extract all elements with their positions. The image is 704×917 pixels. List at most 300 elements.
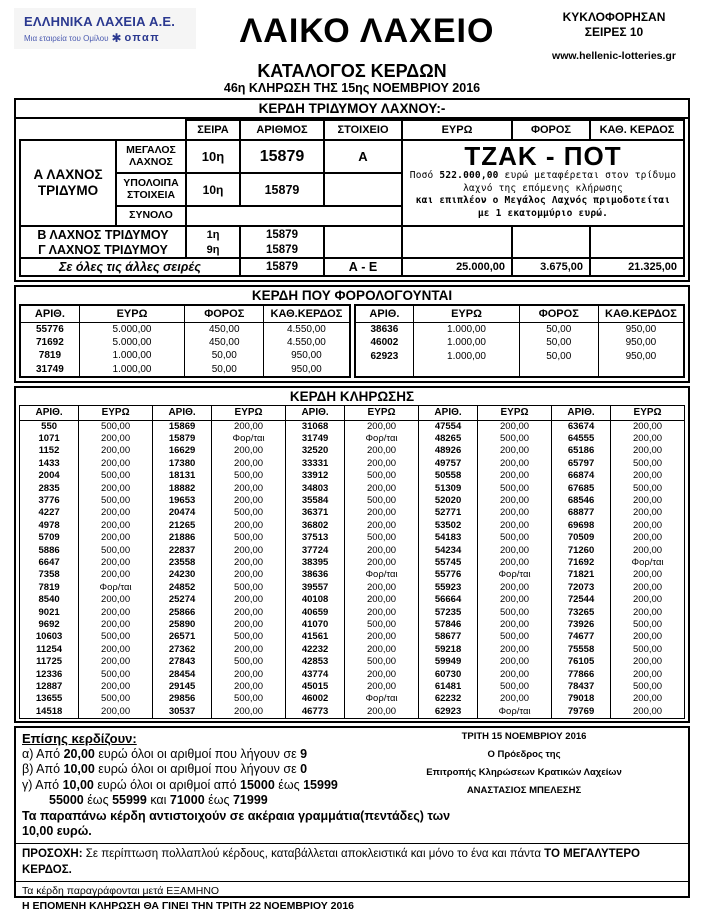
ticket-number: 71692: [551, 557, 610, 569]
c-seira: 9η: [186, 242, 240, 258]
ticket-number: [355, 363, 414, 377]
footer-rule-line: Η ΕΠΟΜΕΝΗ ΚΛΗΡΩΣΗ ΘΑ ΓΙΝΕΙ ΤΗΝ ΤΡΙΤΗ 22 ΝΟΕΜΒΡΙΟΥ 2016: [22, 899, 355, 912]
ticket-number: 18131: [152, 470, 211, 482]
prize-amount: 500,00: [611, 619, 685, 631]
ticket-number: 67685: [551, 483, 610, 495]
prize-amount: 200,00: [478, 520, 552, 532]
prize-amount: 200,00: [79, 433, 153, 445]
b-laxnos-row: [20, 226, 684, 242]
amount-cell: 50,00: [519, 322, 598, 336]
ticket-number: 73265: [551, 607, 610, 619]
draw-row: [20, 569, 685, 581]
amount-cell: 50,00: [185, 349, 264, 363]
ticket-number: 42232: [285, 644, 344, 656]
prize-amount: 200,00: [79, 557, 153, 569]
draw-row: [20, 507, 685, 519]
jackpot-title: ΤΖΑΚ - ΠΟΤ: [464, 141, 622, 171]
taxed-row: [355, 363, 685, 377]
jackpot-line-2: λαχνό της επόμενης κλήρωσης: [463, 182, 623, 194]
column-header: ΑΡΙΘ.: [20, 305, 79, 322]
taxed-row: [355, 349, 685, 363]
taxed-header-row: [20, 305, 350, 322]
prize-amount: 200,00: [345, 557, 419, 569]
all-series-row: [20, 258, 684, 276]
prize-amount: 200,00: [345, 420, 419, 433]
prize-amount: 200,00: [212, 594, 286, 606]
ticket-number: 77866: [551, 669, 610, 681]
all-series-label: Σε όλες τις άλλες σειρές: [20, 258, 240, 276]
ticket-number: 57846: [418, 619, 477, 631]
ticket-number: 21886: [152, 532, 211, 544]
taxed-table-right: [354, 304, 686, 378]
ticket-number: 27843: [152, 656, 211, 668]
prize-amount: 500,00: [79, 631, 153, 643]
synolo-label: ΣΥΝΟΛΟ: [116, 206, 186, 226]
prize-amount: 500,00: [212, 582, 286, 594]
ticket-number: 32520: [285, 445, 344, 457]
ticket-number: 71260: [551, 545, 610, 557]
prize-amount: 200,00: [345, 445, 419, 457]
ticket-number: 58677: [418, 631, 477, 643]
amount-cell: 1.000,00: [414, 322, 519, 336]
prize-amount: 200,00: [611, 656, 685, 668]
ticket-number: 30537: [152, 706, 211, 719]
ticket-number: 43774: [285, 669, 344, 681]
prize-amount: 500,00: [212, 656, 286, 668]
prize-amount: 200,00: [212, 545, 286, 557]
prize-amount: 200,00: [345, 507, 419, 519]
column-header-arithmos: ΑΡΙΘΜΟΣ: [240, 120, 324, 140]
ticket-number: 62232: [418, 693, 477, 705]
column-header: ΚΑΘ.ΚΕΡΔΟΣ: [598, 305, 684, 322]
ticket-number: 2004: [20, 470, 79, 482]
ticket-number: 22837: [152, 545, 211, 557]
ticket-number: 14518: [20, 706, 79, 719]
ticket-number: 62923: [355, 349, 414, 363]
ticket-number: 79769: [551, 706, 610, 719]
taxed-prizes-section: [14, 285, 690, 383]
draw-row: [20, 594, 685, 606]
prize-amount: 200,00: [79, 520, 153, 532]
ticket-number: 1433: [20, 458, 79, 470]
synolo-empty-cell: [186, 206, 402, 226]
prize-amount: 200,00: [212, 644, 286, 656]
prize-amount: 200,00: [79, 607, 153, 619]
column-header: ΕΥΡΩ: [79, 405, 153, 420]
a-laxnos-group-label: Α ΛΑΧΝΟΣ ΤΡΙΔΥΜΟ: [20, 140, 116, 226]
ticket-number: 48265: [418, 433, 477, 445]
amount-cell: 1.000,00: [414, 349, 519, 363]
prize-amount: 200,00: [79, 681, 153, 693]
triple-prize-section: [14, 98, 690, 282]
ticket-number: 2835: [20, 483, 79, 495]
ticket-number: 26571: [152, 631, 211, 643]
prize-amount: 500,00: [79, 693, 153, 705]
prize-amount: 200,00: [212, 445, 286, 457]
b-foros-empty: [512, 226, 590, 242]
prize-amount: 500,00: [212, 470, 286, 482]
draw-header-row: [20, 405, 685, 420]
column-header-euro: ΕΥΡΩ: [402, 120, 512, 140]
column-header-foros: ΦΟΡΟΣ: [512, 120, 590, 140]
prize-amount: 200,00: [611, 607, 685, 619]
series-count: ΣΕΙΡΕΣ 10: [584, 25, 644, 39]
ticket-number: 49757: [418, 458, 477, 470]
prize-amount: 500,00: [345, 470, 419, 482]
footer-rule-line: 55000 έως 55999 και 71000 έως 71999: [49, 793, 268, 808]
ticket-number: 38395: [285, 557, 344, 569]
ticket-number: 35584: [285, 495, 344, 507]
prize-amount: 200,00: [212, 706, 286, 719]
ticket-number: 36802: [285, 520, 344, 532]
footer-rule-line: γ) Από 10,00 ευρώ όλοι οι αριθμοί από 15000 έως 15999: [22, 777, 338, 792]
draw-row: [20, 582, 685, 594]
ticket-number: 47554: [418, 420, 477, 433]
ticket-number: 53502: [418, 520, 477, 532]
ypoloipa-stoixeio-empty: [324, 173, 402, 206]
ticket-number: 17380: [152, 458, 211, 470]
footer-rule-line: Τα κέρδη παραγράφονται μετά ΕΞΑΜΗΝΟ: [22, 884, 220, 897]
prize-amount: 500,00: [611, 483, 685, 495]
prize-amount: 200,00: [345, 669, 419, 681]
prize-amount: 200,00: [611, 433, 685, 445]
prize-amount: 200,00: [345, 631, 419, 643]
taxed-table-left: [19, 304, 351, 378]
taxed-row: [20, 349, 350, 363]
ticket-number: 11254: [20, 644, 79, 656]
amount-cell: 1.000,00: [79, 349, 184, 363]
prize-amount: 200,00: [79, 619, 153, 631]
ticket-number: 50558: [418, 470, 477, 482]
all-series-stoixeio: Α - Ε: [324, 258, 402, 276]
prize-amount: 200,00: [345, 706, 419, 719]
footer-rules-section: [16, 881, 688, 917]
all-series-euro: 25.000,00: [402, 258, 512, 276]
draw-row: [20, 681, 685, 693]
prize-amount: 500,00: [611, 458, 685, 470]
amount-cell: 1.000,00: [414, 336, 519, 350]
ticket-number: 57235: [418, 607, 477, 619]
prize-amount: 500,00: [345, 656, 419, 668]
amount-cell: 950,00: [598, 349, 684, 363]
ticket-number: 55776: [20, 322, 79, 336]
taxed-row: [355, 336, 685, 350]
prize-amount: 200,00: [478, 693, 552, 705]
draw-row: [20, 433, 685, 445]
jackpot-line-4: με 1 εκατομμύριο ευρώ.: [477, 207, 609, 219]
prize-amount: Φορ/ται: [478, 706, 552, 719]
prize-amount: 200,00: [212, 681, 286, 693]
prize-amount: 200,00: [478, 619, 552, 631]
ticket-number: 12887: [20, 681, 79, 693]
prize-amount: 200,00: [478, 669, 552, 681]
prize-amount: Φορ/ται: [345, 569, 419, 581]
ticket-number: 33331: [285, 458, 344, 470]
ticket-number: 38636: [285, 569, 344, 581]
ticket-number: 27362: [152, 644, 211, 656]
triple-header-row: [20, 120, 684, 140]
all-series-number: 15879: [240, 258, 324, 276]
draw-row: [20, 495, 685, 507]
draw-row: [20, 483, 685, 495]
draw-row: [20, 693, 685, 705]
ticket-number: 36371: [285, 507, 344, 519]
column-header: ΑΡΙΘ.: [20, 405, 79, 420]
b-kath-empty: [590, 226, 684, 242]
taxed-row: [20, 322, 350, 336]
footer-rule-line: Επίσης κερδίζουν:: [22, 731, 137, 747]
ticket-number: 46002: [285, 693, 344, 705]
ticket-number: 20474: [152, 507, 211, 519]
prize-amount: 200,00: [611, 495, 685, 507]
prize-amount: 500,00: [345, 619, 419, 631]
prize-amount: 200,00: [478, 644, 552, 656]
draw-row: [20, 619, 685, 631]
prize-amount: 200,00: [212, 669, 286, 681]
prize-amount: 500,00: [478, 681, 552, 693]
prize-amount: 200,00: [611, 520, 685, 532]
catalog-title: ΚΑΤΑΛΟΓΟΣ ΚΕΡΔΩΝ: [257, 61, 447, 81]
prize-amount: 500,00: [611, 681, 685, 693]
amount-cell: [519, 363, 598, 377]
prize-amount: 500,00: [478, 607, 552, 619]
b-euro-empty: [402, 226, 512, 242]
ticket-number: 4227: [20, 507, 79, 519]
ypoloipa-number: 15879: [240, 173, 324, 206]
draw-row: [20, 631, 685, 643]
prize-amount: 200,00: [79, 458, 153, 470]
ticket-number: 59949: [418, 656, 477, 668]
jackpot-line-3: και επιπλέον ο Μεγάλος Λαχνός πριμοδοτείται: [415, 195, 671, 206]
b-number: 15879: [240, 226, 324, 242]
amount-cell: [414, 363, 519, 377]
logo-company-name: ΕΛΛΗΝΙΚΑ ΛΑΧΕΙΑ Α.Ε.: [24, 14, 176, 29]
amount-cell: 5.000,00: [79, 322, 184, 336]
b-laxnos-label: Β ΛΑΧΝΟΣ ΤΡΙΔΥΜΟΥ: [20, 226, 186, 242]
prize-amount: 200,00: [611, 532, 685, 544]
c-laxnos-label: Γ ΛΑΧΝΟΣ ΤΡΙΔΥΜΟΥ: [20, 242, 186, 258]
c-number: 15879: [240, 242, 324, 258]
ticket-number: 71821: [551, 569, 610, 581]
ticket-number: 37513: [285, 532, 344, 544]
prize-amount: 200,00: [611, 470, 685, 482]
column-header: ΑΡΙΘ.: [355, 305, 414, 322]
amount-cell: 5.000,00: [79, 336, 184, 350]
amount-cell: 50,00: [519, 349, 598, 363]
triple-prize-table: [19, 119, 685, 277]
page-title: ΛΑΙΚΟ ΛΑΧΕΙΟ: [239, 12, 495, 50]
column-header-stoixeio: ΣΤΟΙΧΕΙΟ: [324, 120, 402, 140]
taxed-row: [355, 322, 685, 336]
prize-amount: 200,00: [611, 507, 685, 519]
ticket-number: 29145: [152, 681, 211, 693]
ticket-number: 68546: [551, 495, 610, 507]
prize-amount: Φορ/ται: [212, 433, 286, 445]
logo-subtitle-row: [24, 32, 186, 44]
empty-header-cell: [20, 120, 186, 140]
prize-amount: 200,00: [611, 420, 685, 433]
ticket-number: 3776: [20, 495, 79, 507]
ticket-number: 54183: [418, 532, 477, 544]
megalos-laxnos-row: [20, 140, 684, 173]
ticket-number: 55776: [418, 569, 477, 581]
ticket-number: 70509: [551, 532, 610, 544]
ticket-number: 75558: [551, 644, 610, 656]
c-euro-empty: [402, 242, 512, 258]
ticket-number: 6647: [20, 557, 79, 569]
prize-amount: 200,00: [478, 594, 552, 606]
prize-amount: 200,00: [79, 644, 153, 656]
amount-cell: 4.550,00: [264, 322, 350, 336]
draw-prizes-table: [19, 405, 685, 720]
ticket-number: 25890: [152, 619, 211, 631]
draw-row: [20, 470, 685, 482]
ticket-number: 55923: [418, 582, 477, 594]
prize-amount: 200,00: [79, 706, 153, 719]
amount-cell: 50,00: [519, 336, 598, 350]
ticket-number: 41070: [285, 619, 344, 631]
ticket-number: 65186: [551, 445, 610, 457]
draw-row: [20, 520, 685, 532]
prize-amount: Φορ/ται: [345, 693, 419, 705]
ticket-number: 7358: [20, 569, 79, 581]
header: [14, 5, 690, 61]
amount-cell: 450,00: [185, 322, 264, 336]
ticket-number: 7819: [20, 582, 79, 594]
signature-role-line2: Επιτροπής Κληρώσεων Κρατικών Λαχείων: [426, 767, 622, 779]
prize-amount: 200,00: [611, 569, 685, 581]
prize-amount: 200,00: [345, 594, 419, 606]
ticket-number: 1071: [20, 433, 79, 445]
triple-prize-title: ΚΕΡΔΗ ΤΡΙΔΥΜΟΥ ΛΑΧΝΟΥ:-: [16, 100, 688, 119]
ticket-number: 62923: [418, 706, 477, 719]
amount-cell: [598, 363, 684, 377]
c-stoixeio-empty: [324, 242, 402, 258]
ticket-number: 65797: [551, 458, 610, 470]
prize-amount: 200,00: [212, 495, 286, 507]
ticket-number: 33912: [285, 470, 344, 482]
ticket-number: 13655: [20, 693, 79, 705]
amount-cell: 450,00: [185, 336, 264, 350]
website-link[interactable]: www.hellenic-lotteries.gr: [552, 50, 676, 62]
ticket-number: 64555: [551, 433, 610, 445]
ticket-number: 52771: [418, 507, 477, 519]
ticket-number: 42853: [285, 656, 344, 668]
prize-amount: 200,00: [478, 545, 552, 557]
prize-amount: 200,00: [345, 458, 419, 470]
ypoloipa-seira: 10η: [186, 173, 240, 206]
megalos-stoixeio: Α: [324, 140, 402, 173]
column-header: ΦΟΡΟΣ: [519, 305, 598, 322]
ticket-number: 69698: [551, 520, 610, 532]
prize-amount: 500,00: [478, 483, 552, 495]
prize-amount: 500,00: [478, 631, 552, 643]
ticket-number: 1152: [20, 445, 79, 457]
prize-amount: 200,00: [79, 445, 153, 457]
ticket-number: 8540: [20, 594, 79, 606]
ticket-number: 23558: [152, 557, 211, 569]
amount-cell: 950,00: [264, 363, 350, 377]
ticket-number: 60730: [418, 669, 477, 681]
amount-cell: 950,00: [598, 336, 684, 350]
ticket-number: 78437: [551, 681, 610, 693]
prize-amount: 200,00: [478, 445, 552, 457]
ticket-number: 37724: [285, 545, 344, 557]
prize-amount: Φορ/ται: [79, 582, 153, 594]
ticket-number: 29856: [152, 693, 211, 705]
prize-amount: 200,00: [611, 631, 685, 643]
all-series-foros: 3.675,00: [512, 258, 590, 276]
prize-amount: 500,00: [212, 693, 286, 705]
ticket-number: 72073: [551, 582, 610, 594]
column-header: ΕΥΡΩ: [414, 305, 519, 322]
column-header-seira: ΣΕΙΡΑ: [186, 120, 240, 140]
ticket-number: 7819: [20, 349, 79, 363]
ticket-number: 25866: [152, 607, 211, 619]
footer-rule-line: Τα παραπάνω κέρδη αντιστοιχούν σε ακέραια γραμμάτια(πεντάδες) των: [22, 808, 451, 823]
prize-amount: 200,00: [212, 520, 286, 532]
prize-amount: 500,00: [79, 495, 153, 507]
footer-rule-line: α) Από 20,00 ευρώ όλοι οι αριθμοί που λήγουν σε 9: [22, 746, 308, 761]
prize-amount: 200,00: [611, 706, 685, 719]
prize-amount: Φορ/ται: [345, 433, 419, 445]
signature-name: ΑΝΑΣΤΑΣΙΟΣ ΜΠΕΛΕΣΗΣ: [466, 785, 582, 797]
ticket-number: 16629: [152, 445, 211, 457]
column-header: ΕΥΡΩ: [478, 405, 552, 420]
prize-amount: 500,00: [79, 669, 153, 681]
ticket-number: 24852: [152, 582, 211, 594]
all-series-kath: 21.325,00: [590, 258, 684, 276]
prize-amount: 500,00: [79, 545, 153, 557]
draw-row: [20, 532, 685, 544]
column-header: ΑΡΙΘ.: [152, 405, 211, 420]
prize-amount: 200,00: [79, 594, 153, 606]
ticket-number: 45015: [285, 681, 344, 693]
draw-row: [20, 656, 685, 668]
ticket-number: 46773: [285, 706, 344, 719]
ticket-number: 9692: [20, 619, 79, 631]
prize-amount: 200,00: [345, 545, 419, 557]
c-kath-empty: [590, 242, 684, 258]
ticket-number: 76105: [551, 656, 610, 668]
prize-amount: 200,00: [478, 495, 552, 507]
ticket-number: 79018: [551, 693, 610, 705]
footer-rule-line: 10,00 ευρώ.: [22, 824, 92, 839]
taxed-prizes-title: ΚΕΡΔΗ ΠΟΥ ΦΟΡΟΛΟΓΟΥΝΤΑΙ: [251, 288, 453, 303]
prize-amount: 200,00: [212, 420, 286, 433]
footer-rules-section: [16, 843, 688, 881]
draw-prizes-section: [14, 386, 690, 724]
prize-amount: 200,00: [212, 619, 286, 631]
draw-row: [20, 706, 685, 719]
ticket-number: 41561: [285, 631, 344, 643]
amount-cell: 1.000,00: [79, 363, 184, 377]
prize-amount: 200,00: [79, 507, 153, 519]
b-stoixeio-empty: [324, 226, 402, 242]
ticket-number: 9021: [20, 607, 79, 619]
ticket-number: 31749: [285, 433, 344, 445]
opap-wordmark: οπαπ: [124, 32, 161, 44]
ticket-number: 31749: [20, 363, 79, 377]
prize-amount: 200,00: [478, 470, 552, 482]
ticket-number: 51309: [418, 483, 477, 495]
signature-date: ΤΡΙΤΗ 15 ΝΟΕΜΒΡΙΟΥ 2016: [461, 731, 587, 743]
amount-cell: 4.550,00: [264, 336, 350, 350]
prize-amount: Φορ/ται: [611, 557, 685, 569]
megalos-seira: 10η: [186, 140, 240, 173]
ticket-number: 48926: [418, 445, 477, 457]
prize-amount: 200,00: [478, 582, 552, 594]
